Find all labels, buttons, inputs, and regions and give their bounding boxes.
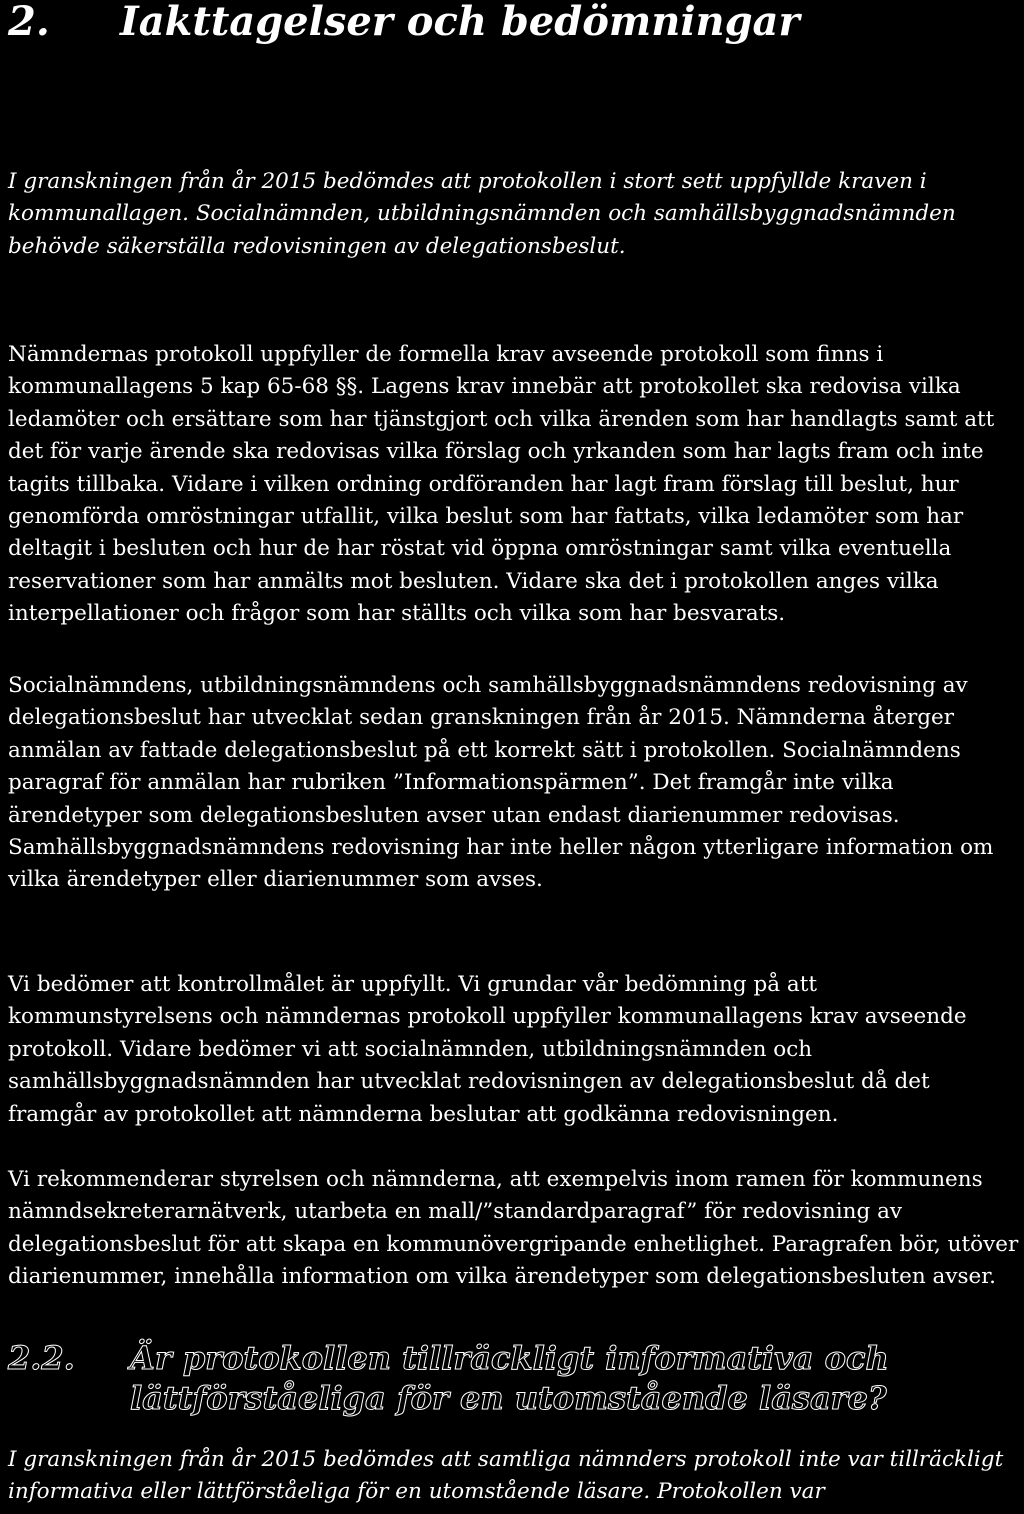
recommendation-paragraph: Vi rekommenderar styrelsen och nämnderna, att exempelvis inom ramen för kommunens nämndsekreterarnätverk, utarbeta en mall/”standardparagraf” för redovisning av delegationsbeslut för att skapa en kommunövergripande enhetlighet. Paragrafen bör, utöver diarienummer, innehålla information om vilka ärendetyper som delegationsbesluten avser. [8,1167,1019,1290]
section-number: 2. [8,0,50,45]
subsection-title-line2: lättförståeliga för en utomstående läsare? [130,1379,887,1417]
subsection-title-line1: Är protokollen tillräckligt informativa och [130,1339,889,1377]
subsection-heading [8,1338,1008,1418]
formal-requirements-paragraph: Nämndernas protokoll uppfyller de formella krav avseende protokoll som finns i kommunallagens 5 kap 65-68 §§. Lagens krav innebär att protokollet ska redovisa vilka ledamöter och ersättare som har tjänstgjort och vilka ärenden som har handlagts samt att det för varje ärende ska redovisas vilka förslag och yrkanden som har lagts fram och inte tagits tillbaka. Vidare i vilken ordning ordföranden har lagt fram förslag till beslut, hur genomförda omröstningar utfallit, vilka beslut som har fattats, vilka ledamöter som har deltagit i besluten och hur de har röstat vid öppna omröstningar samt vilka eventuella reservationer som har anmälts mot besluten. Vidare ska det i protokollen anges vilka interpellationer och frågor som har ställts och vilka som har besvarats. [8,342,995,627]
section-heading [8,0,1008,45]
intro-2015-paragraph: I granskningen från år 2015 bedömdes att protokollen i stort sett uppfyllde kraven i kommunallagen. Socialnämnden, utbildningsnämnden och samhällsbyggnadsnämnden behövde säkerställa redovisningen av delegationsbeslut. [8,169,956,259]
subsection-number: 2.2. [8,1339,75,1377]
section-title: Iakttagelser och bedömningar [120,0,800,45]
assessment-paragraph: Vi bedömer att kontrollmålet är uppfyllt. Vi grundar vår bedömning på att kommunstyrelsens och nämndernas protokoll uppfyller kommunallagens krav avseende protokoll. Vidare bedömer vi att socialnämnden, utbildningsnämnden och samhällsbyggnadsnämnden har utvecklat redovisningen av delegationsbeslut då det framgår av protokollet att nämnderna beslutar att godkänna redovisningen. [8,972,967,1127]
delegation-reporting-paragraph: Socialnämndens, utbildningsnämndens och samhällsbyggnadsnämndens redovisning av delegationsbeslut har utvecklat sedan granskningen från år 2015. Nämnderna återger anmälan av fattade delegationsbeslut på ett korrekt sätt i protokollen. Socialnämndens paragraf för anmälan har rubriken ”Informationspärmen”. Det framgår inte vilka ärendetyper som delegationsbesluten avser utan endast diarienummer redovisas. Samhällsbyggnadsnämndens redovisning har inte heller någon ytterligare information om vilka ärendetyper eller diarienummer som avses. [8,673,994,893]
subsection-intro-paragraph: I granskningen från år 2015 bedömdes att samtliga nämnders protokoll inte var tillräckligt informativa eller lättförståeliga för en utomstående läsare. Protokollen var [8,1447,1004,1505]
